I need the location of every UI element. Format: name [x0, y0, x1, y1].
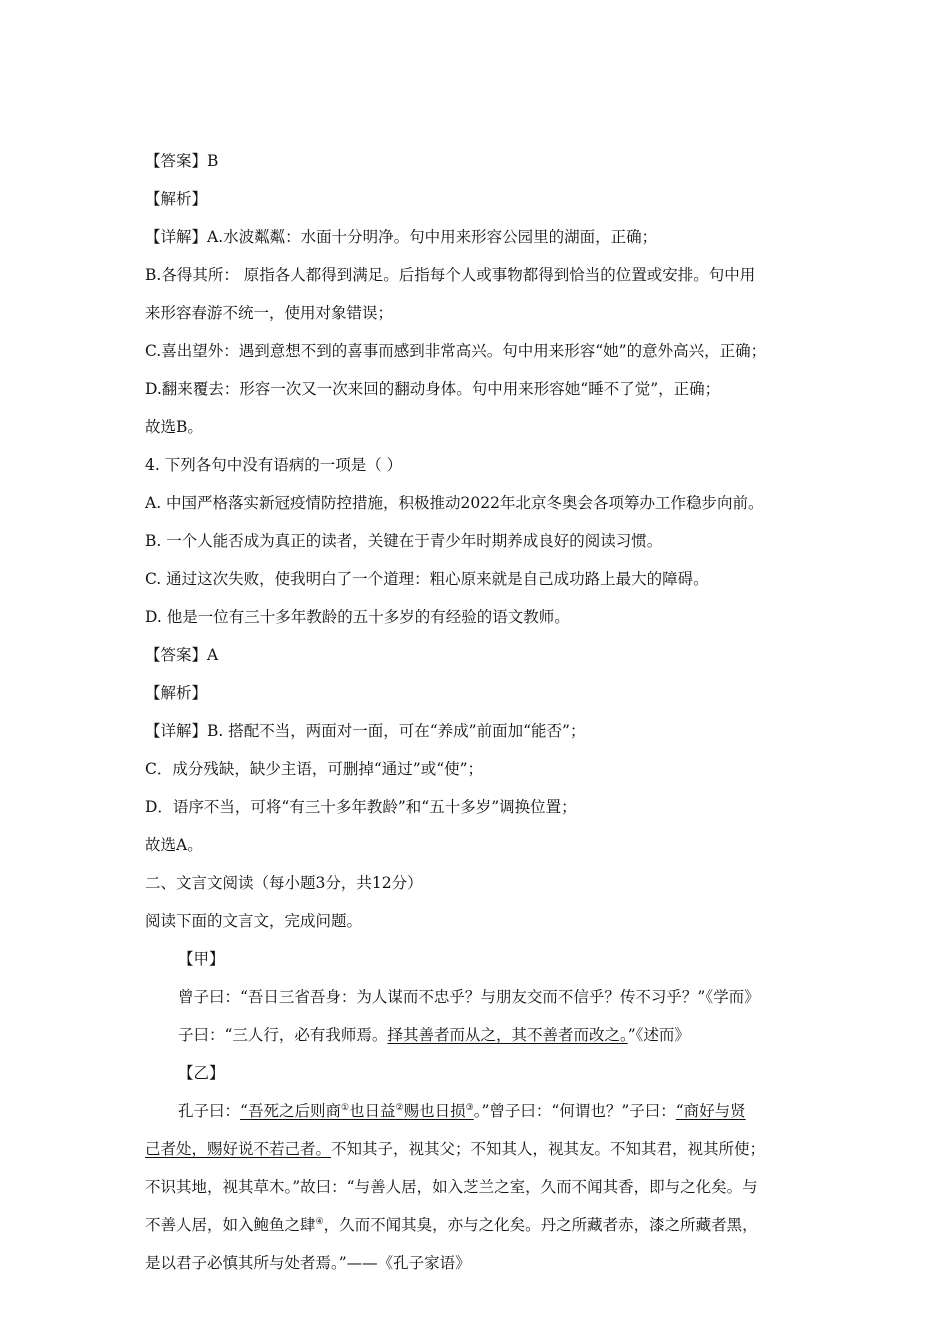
q4-option-c: C. 通过这次失败，使我明白了一个道理：粗心原来就是自己成功路上最大的障碍。: [145, 570, 709, 588]
passage-text: 不善人居，如入鲍鱼之肆: [145, 1216, 316, 1234]
q4-answer: 【答案】A: [145, 646, 219, 664]
underlined-sentence: “商好与贤: [675, 1102, 746, 1120]
section2-instruction: 阅读下面的文言文，完成问题。: [145, 912, 363, 930]
q4-option-d: D. 他是一位有三十多年教龄的五十多岁的有经验的语文教师。: [145, 608, 570, 626]
passage-jia-label: 【甲】: [178, 950, 225, 968]
passage-text: 。”曾子曰：“何谓也？”子曰：: [473, 1102, 676, 1120]
passage-text: 孔子曰：: [178, 1102, 241, 1120]
passage-text: 赐也日损: [403, 1102, 466, 1120]
section2-heading: 二、文言文阅读（每小题3分，共12分）: [145, 874, 423, 892]
q4-option-b: B. 一个人能否成为真正的读者，关键在于青少年时期养成良好的阅读习惯。: [145, 532, 663, 550]
passage-jia-line1: 曾子曰：“吾日三省吾身：为人谋而不忠乎？与朋友交而不信乎？传不习乎？”《学而》: [178, 988, 760, 1006]
passage-text: 也日益: [349, 1102, 396, 1120]
q3-detail-b-line2: 来形容春游不统一，使用对象错误；: [145, 304, 394, 322]
underlined-sentence: 择其善者而从之，其不善者而改之。: [387, 1026, 628, 1044]
q3-detail-b-line1: B.各得其所： 原指各人都得到满足。后指每个人或事物都得到恰当的位置或安排。句中用: [145, 266, 756, 284]
q3-detail-c: C.喜出望外：遇到意想不到的喜事而感到非常高兴。句中用来形容“她”的意外高兴，正确；: [145, 342, 767, 360]
q3-detail-a: 【详解】A.水波粼粼：水面十分明净。句中用来形容公园里的湖面，正确；: [145, 228, 658, 246]
passage-jia-line2: [178, 1025, 690, 1045]
q3-detail-d: D.翻来覆去：形容一次又一次来回的翻动身体。句中用来形容她“睡不了觉”，正确；: [145, 380, 721, 398]
passage-yi-line2: [145, 1139, 765, 1159]
q4-stem: 4. 下列各句中没有语病的一项是（ ）: [145, 456, 403, 474]
passage-yi-line5: 是以君子必慎其所与处者焉。”——《孔子家语》: [145, 1254, 471, 1272]
q4-detail-d: D．语序不当，可将“有三十多年教龄”和“五十多岁”调换位置；: [145, 798, 577, 816]
q4-conclusion: 故选A。: [145, 836, 203, 854]
q3-conclusion: 故选B。: [145, 418, 203, 436]
passage-text: ”《述而》: [627, 1026, 690, 1044]
underlined-sentence: [240, 1102, 474, 1120]
q4-detail-b: 【详解】B. 搭配不当，两面对一面，可在“养成”前面加“能否”；: [145, 722, 586, 740]
q4-detail-c: C．成分残缺，缺少主语，可删掉“通过”或“使”；: [145, 760, 484, 778]
footnote-marker: ①: [340, 1102, 350, 1113]
passage-text: ，久而不闻其臭，亦与之化矣。丹之所藏者赤，漆之所藏者黑，: [323, 1216, 758, 1234]
passage-yi-line4: [145, 1215, 758, 1235]
footnote-marker: ②: [395, 1102, 404, 1113]
q3-answer: 【答案】B: [145, 152, 219, 170]
passage-text: 不知其子，视其父；不知其人，视其友。不知其君，视其所使；: [331, 1140, 766, 1158]
footnote-marker: ④: [315, 1216, 324, 1227]
passage-yi-label: 【乙】: [178, 1064, 225, 1082]
q4-analysis-label: 【解析】: [145, 684, 208, 702]
q3-analysis-label: 【解析】: [145, 190, 208, 208]
footnote-marker: ③: [465, 1102, 474, 1113]
passage-yi-line1: [178, 1101, 746, 1121]
passage-yi-line3: 不识其地，视其草木。”故曰：“与善人居，如入芝兰之室，久而不闻其香，即与之化矣。与: [145, 1178, 758, 1196]
underlined-sentence: 己者处，赐好说不若己者。: [145, 1140, 332, 1158]
passage-text: “吾死之后则商: [240, 1102, 341, 1120]
passage-text: 子曰：“三人行，必有我师焉。: [178, 1026, 388, 1044]
q4-option-a: A. 中国严格落实新冠疫情防控措施，积极推动2022年北京冬奥会各项筹办工作稳步向前。: [145, 494, 764, 512]
